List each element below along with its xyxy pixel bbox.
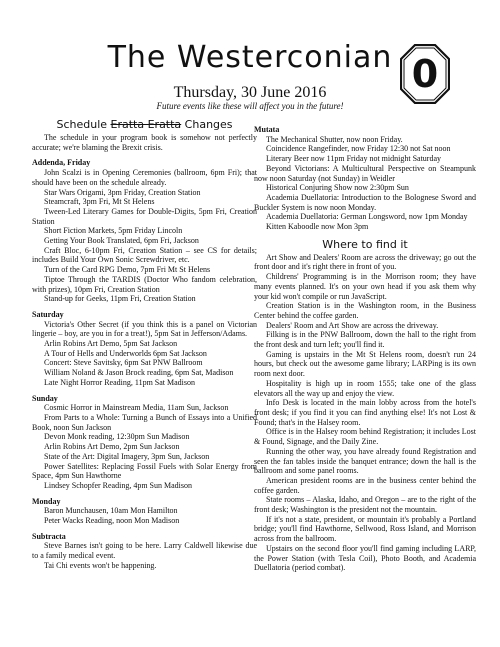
- list-item: Concert: Steve Savitsky, 6pm Sat PNW Ballroom: [44, 358, 203, 368]
- where-paragraph: Filking is in the PNW Ballroom, down the hall to the right from the front desk and turn left; you'll find it.: [254, 330, 476, 350]
- where-paragraph: Art Show and Dealers' Room are across the driveway; go out the front door and it's right there in front of you.: [254, 252, 476, 272]
- list-item: Steve Barnes isn't going to be here. Larry Caldwell likewise due to a family medical event.: [32, 541, 257, 561]
- list-item: Star Wars Origami, 3pm Friday, Creation Station: [44, 187, 201, 197]
- list-item: John Scalzi is in Opening Ceremonies (ballroom, 6pm Fri); that should have been on the schedule already.: [32, 168, 257, 187]
- tagline: Future events like these will affect you in the future!: [156, 101, 344, 111]
- day-heading-friday: Addenda, Friday: [32, 158, 91, 168]
- list-item: Historical Conjuring Show now 2:30pm Sun: [266, 183, 409, 193]
- issue-date: Thursday, 30 June 2016: [173, 84, 327, 101]
- where-paragraph: If it's not a state, president, or mountain it's probably a Portland bridge; you'll find Hawthorne, Sellwood, Ross Island, and Morrison across from the ballroom.: [254, 514, 476, 544]
- where-paragraph: Info Desk is located in the main lobby across from the hotel's front desk; if you find it you can find anything else! It's not Lost & Found; that's in the Halsey room.: [254, 398, 476, 427]
- list-item: Academia Duellatoria: Introduction to the Bolognese Sword and Buckler System is now noon Monday.: [254, 192, 476, 212]
- heading-struck-text: Eratta Eratta: [110, 118, 182, 131]
- list-item: Cosmic Horror in Mainstream Media, 11am Sun, Jackson: [44, 403, 229, 413]
- list-item: Kitten Kaboodle now Mon 3pm: [266, 222, 369, 232]
- where-paragraph: State rooms – Alaska, Idaho, and Oregon – are to the right of the front desk; Washington is the president not the mountain.: [254, 495, 476, 515]
- list-item: From Parts to a Whole: Turning a Bunch of Essays into a Unified Book, noon Sun Jackson: [32, 412, 257, 432]
- list-item: The Mechanical Shutter, now noon Friday.: [266, 134, 403, 144]
- day-heading-mutata: Mutata: [254, 125, 280, 134]
- list-item: Victoria's Other Secret (if you think this is a panel on Victorian lingerie – boy, are you in for a treat!), 5pm Sat in Jefferson/Adams.: [32, 319, 257, 339]
- list-item: Tiptoe Through the TARDIS (Doctor Who fandom celebration, with prizes), 10pm Fri, Creation Station: [32, 274, 257, 294]
- list-item: Baron Munchausen, 10am Mon Hamilton: [44, 506, 178, 516]
- right-column: [254, 125, 476, 573]
- where-paragraph: Upstairs on the second floor you'll find gaming including LARP, the Power Station (with Tesla Coil), Photo Booth, and Academia Duellatoria (period combat).: [254, 543, 476, 573]
- list-item: Late Night Horror Reading, 11pm Sat Madison: [44, 377, 196, 387]
- day-heading-saturday: Saturday: [32, 309, 64, 319]
- masthead: [0, 0, 500, 115]
- day-heading-monday: Monday: [32, 496, 61, 506]
- list-item: Turn of the Card RPG Demo, 7pm Fri Mt St Helens: [44, 265, 211, 275]
- schedule-intro: The schedule in your program book is somehow not perfectly accurate; we're blaming the Brexit crisis.: [32, 133, 257, 152]
- day-heading-subtracta: Subtracta: [32, 531, 66, 541]
- where-paragraph: Gaming is upstairs in the Mt St Helens room, doesn't run 24 hours, but check out the awesome game library; LARPing is its own room next door.: [254, 349, 476, 379]
- list-item: Craft Bloc, 6-10pm Fri, Creation Station – see CS for details; includes Build Your Own Sonic Screwdriver, etc.: [32, 245, 257, 265]
- list-item: State of the Art: Digital Imagery, 3pm Sun, Jackson: [44, 451, 210, 461]
- list-item: Lindsey Schopfer Reading, 4pm Sun Madison: [44, 480, 192, 490]
- heading-prefix: Schedule: [56, 118, 111, 131]
- list-item: Tween-Led Literary Games for Double-Digits, 5pm Fri, Creation Station: [32, 206, 257, 226]
- newsletter-title: The Westerconian: [107, 40, 393, 75]
- left-column: [32, 118, 257, 571]
- where-paragraph: Hospitality is high up in room 1555; take one of the glass elevators all the way up and enjoy the view.: [254, 378, 476, 398]
- where-paragraph: Childrens' Programming is in the Morrison room; they have many events planned. It's on your own head if you ask them why your kid won't compile or run JavaScript.: [254, 272, 476, 301]
- list-item: Coincidence Rangefinder, now Friday 12:30 not Sat noon: [266, 144, 451, 154]
- list-item: Literary Beer now 11pm Friday not midnight Saturday: [266, 154, 442, 164]
- list-item: Power Satellites: Replacing Fossil Fuels with Solar Energy from Space, 4pm Sun Hawthorne: [32, 461, 257, 481]
- day-heading-sunday: Sunday: [32, 393, 58, 403]
- where-paragraph: Running the other way, you have already found Registration and seen the fan tables inside the banquet entrance; down the hall is the ballroom and some panel rooms.: [254, 446, 476, 476]
- list-item: A Tour of Hells and Underworlds 6pm Sat Jackson: [44, 348, 207, 358]
- list-item: Devon Monk reading, 12:30pm Sun Madison: [44, 432, 190, 442]
- where-to-find-it-heading: Where to find it: [322, 237, 408, 251]
- list-item: William Noland & Jason Brock reading, 6pm Sat, Madison: [44, 368, 234, 378]
- where-paragraph: Office is in the Halsey room behind Registration; it includes Lost & Found, Signage, and the Daily Zine.: [254, 427, 476, 447]
- where-paragraph: American president rooms are in the business center behind the coffee garden.: [254, 475, 476, 495]
- schedule-changes-heading: [32, 118, 257, 132]
- list-item: Tai Chi events won't be happening.: [44, 560, 157, 570]
- where-paragraph: Dealers' Room and Art Show are across the driveway.: [266, 320, 439, 330]
- heading-suffix: Changes: [181, 118, 233, 131]
- issue-number: 0: [411, 52, 439, 96]
- list-item: Steamcraft, 3pm Fri, Mt St Helens: [44, 197, 155, 207]
- list-item: Stand-up for Geeks, 11pm Fri, Creation Station: [44, 294, 196, 304]
- where-paragraph: Creation Station is in the Washington room, in the Business Center behind the coffee garden.: [254, 301, 476, 320]
- list-item: Beyond Victorians: A Multicultural Perspective on Steampunk now noon Saturday (not Sunday) in Weidler: [254, 163, 476, 183]
- list-item: Getting Your Book Translated, 6pm Fri, Jackson: [44, 236, 199, 246]
- list-item: Peter Wacks Reading, noon Mon Madison: [44, 516, 180, 526]
- list-item: Short Fiction Markets, 5pm Friday Lincoln: [44, 226, 183, 236]
- list-item: Academia Duellatoria: German Longsword, now 1pm Monday: [266, 212, 468, 222]
- list-item: Arlin Robins Art Demo, 5pm Sat Jackson: [44, 339, 178, 349]
- list-item: Arlin Robins Art Demo, 2pm Sun Jackson: [44, 442, 180, 452]
